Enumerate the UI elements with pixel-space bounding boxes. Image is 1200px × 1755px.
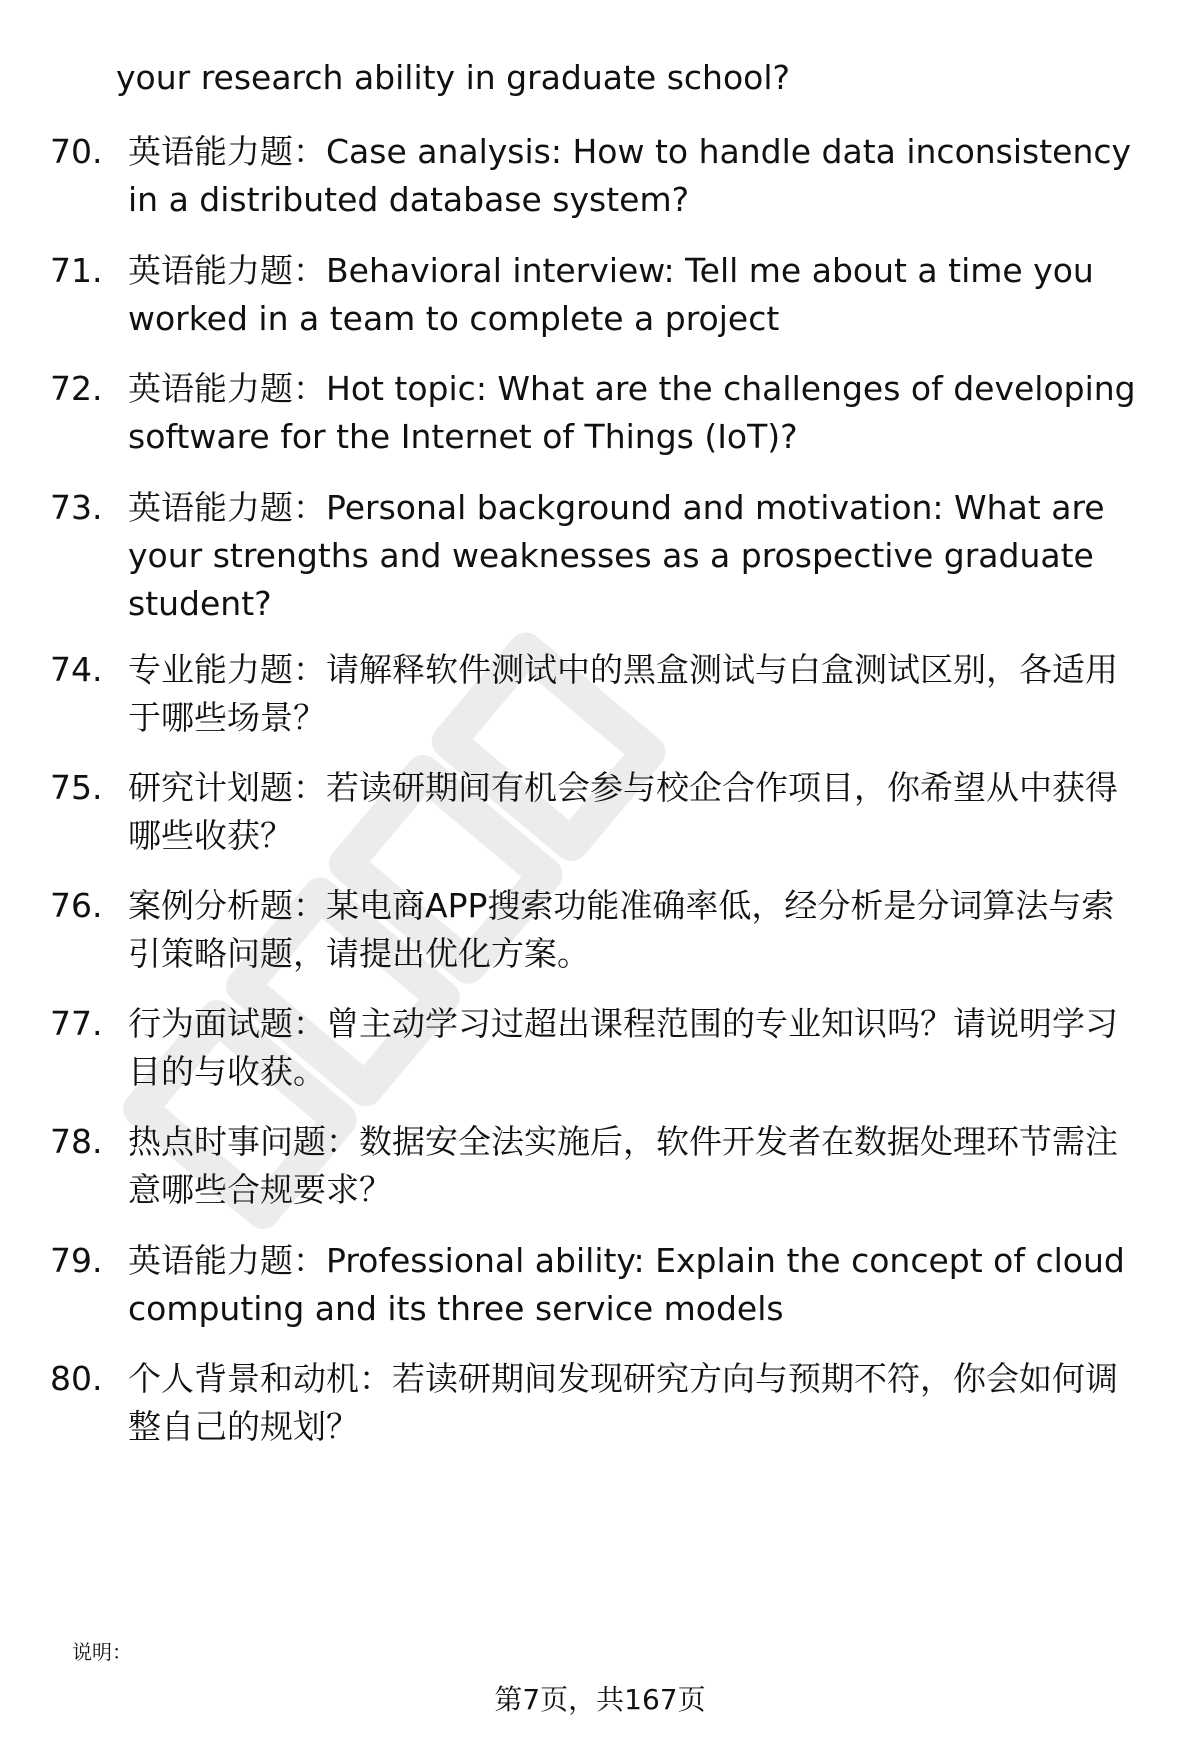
item-number: 72. [50,369,103,408]
item-number: 78. [50,1122,103,1161]
item-text: 专业能力题：请解释软件测试中的黑盒测试与白盒测试区别，各适用于哪些场景？ [128,650,1118,737]
item-text: 英语能力题：Hot topic: What are the challenges of developing software for the Internet of Things (IoT)? [128,369,1136,456]
continuation-line: your research ability in graduate school? [116,58,791,97]
item-number: 70. [50,132,103,171]
item-text: 案例分析题：某电商APP搜索功能准确率低，经分析是分词算法与索引策略问题，请提出优化方案。 [128,886,1115,973]
note-label: 说明： [72,1640,132,1664]
item-number: 79. [50,1241,103,1280]
item-text: 英语能力题：Case analysis: How to handle data inconsistency in a distributed database system? [128,132,1132,219]
item-number: 76. [50,886,103,925]
item-number: 75. [50,768,103,807]
item-number: 71. [50,251,103,290]
item-number: 74. [50,650,103,689]
page-footer: 第7页，共167页 [494,1683,706,1716]
item-number: 73. [50,488,103,527]
item-number: 77. [50,1004,103,1043]
item-text: 英语能力题：Behavioral interview: Tell me about a time you worked in a team to complete a project [128,251,1094,338]
item-number: 80. [50,1359,103,1398]
item-text: 研究计划题：若读研期间有机会参与校企合作项目，你希望从中获得哪些收获？ [128,768,1118,855]
item-text: 热点时事问题：数据安全法实施后，软件开发者在数据处理环节需注意哪些合规要求？ [128,1122,1118,1209]
item-text: 个人背景和动机：若读研期间发现研究方向与预期不符，你会如何调整自己的规划？ [128,1359,1118,1446]
item-text: 行为面试题：曾主动学习过超出课程范围的专业知识吗？请说明学习目的与收获。 [128,1004,1118,1091]
item-text: 英语能力题：Personal background and motivation: What are your strengths and weaknesses as a prospective graduate student? [128,488,1105,623]
item-text: 英语能力题：Professional ability: Explain the concept of cloud computing and its three service models [128,1241,1125,1328]
